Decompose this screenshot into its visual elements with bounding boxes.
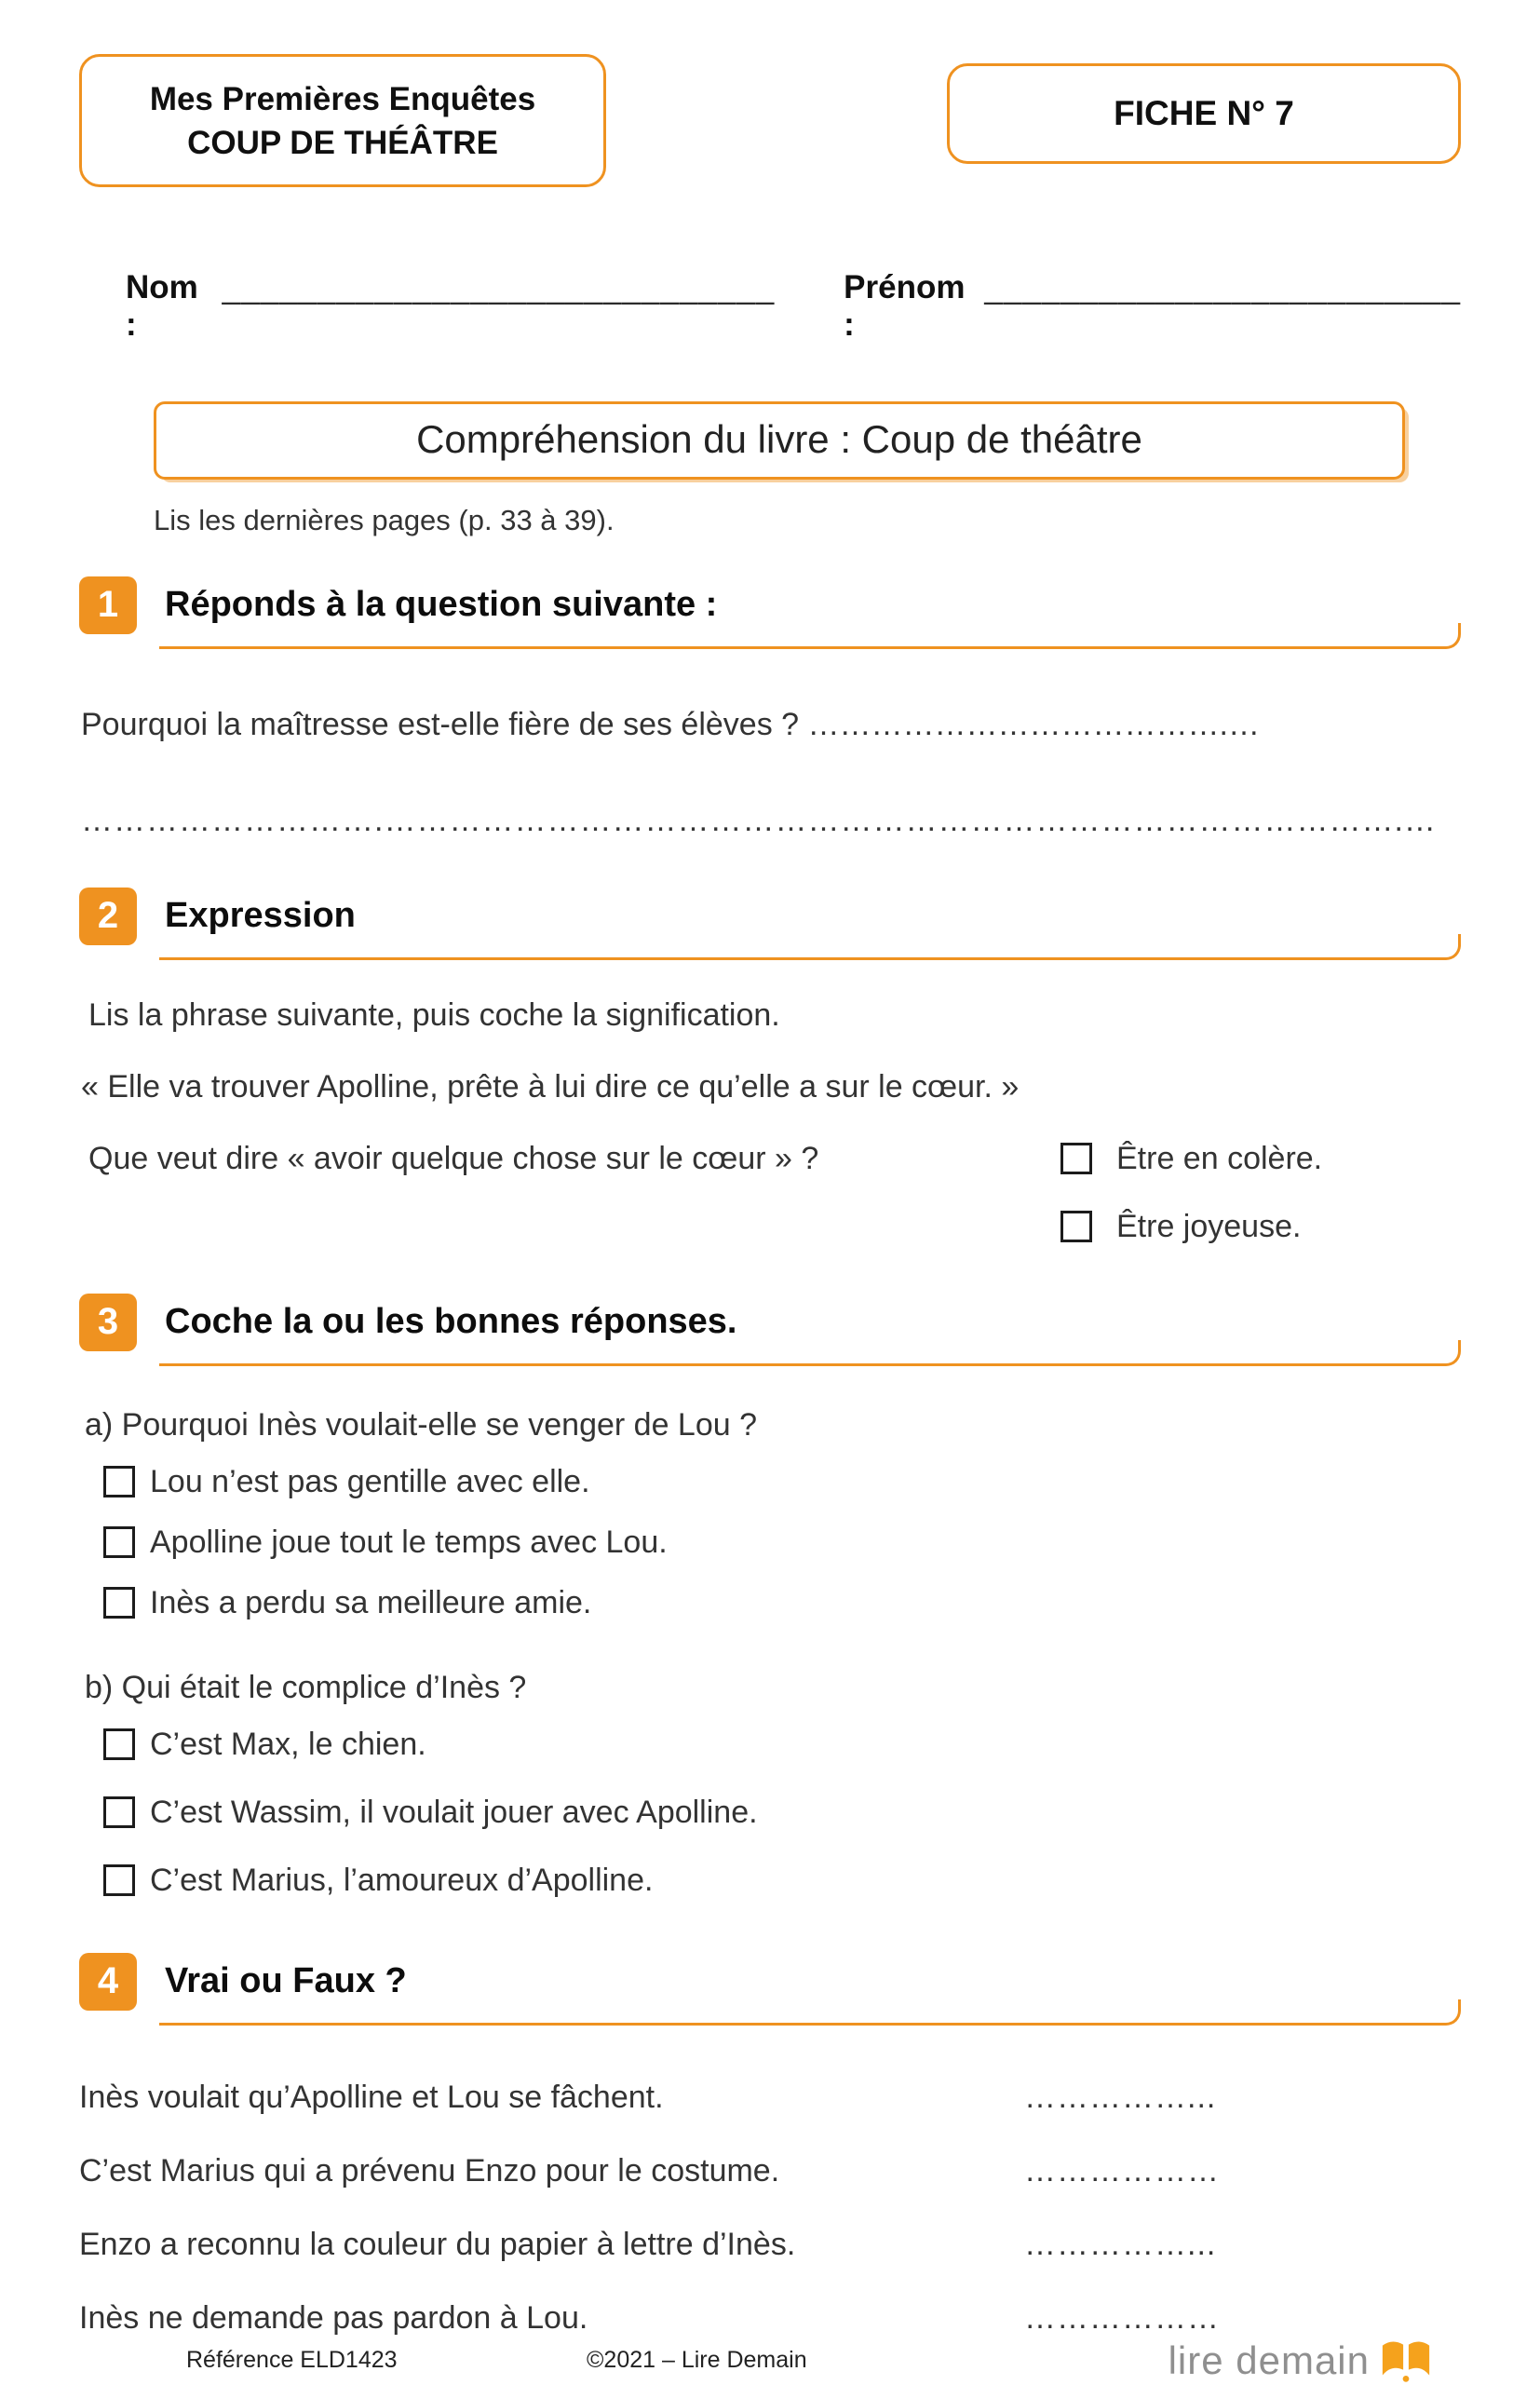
option-label: Apolline joue tout le temps avec Lou.: [150, 1524, 668, 1560]
option-etre-joyeuse[interactable]: [1060, 1209, 1461, 1245]
option-label: Être joyeuse.: [1116, 1208, 1302, 1244]
series-title-box: [79, 54, 606, 187]
vrai-faux-row: [79, 2227, 1461, 2263]
section-4-underline: [159, 1999, 1461, 2026]
option-label: Être en colère.: [1116, 1140, 1323, 1176]
worksheet-title: Compréhension du livre : Coup de théâtre: [416, 416, 1142, 461]
option-label: Lou n’est pas gentille avec elle.: [150, 1463, 590, 1499]
option-3a-2[interactable]: [103, 1525, 1461, 1561]
checkbox-3b-2[interactable]: [103, 1796, 135, 1828]
checkbox-3a-2[interactable]: [103, 1526, 135, 1558]
section-2-number: 2: [97, 895, 119, 936]
option-label: C’est Max, le chien.: [150, 1726, 426, 1762]
question-1-text: Pourquoi la maîtresse est-elle fière de ses élèves ? ………………………………….…: [81, 706, 1260, 742]
section-1-title: Réponds à la question suivante :: [165, 585, 718, 624]
vrai-faux-statement: Inès ne demande pas pardon à Lou.: [79, 2299, 588, 2336]
vrai-faux-statement: Enzo a reconnu la couleur du papier à lettre d’Inès.: [79, 2226, 796, 2262]
checkbox-3b-1[interactable]: [103, 1728, 135, 1760]
section-4-number: 4: [97, 1960, 119, 2001]
page-footer: [79, 2337, 1461, 2385]
section-4-number-badge: [79, 1953, 137, 2011]
option-label: Inès a perdu sa meilleure amie.: [150, 1584, 592, 1620]
header-row: [79, 54, 1461, 187]
checkbox-etre-joyeuse[interactable]: [1060, 1211, 1092, 1242]
question-1-answer-blank[interactable]: ……………………….………………………………………………………………………………….…: [81, 802, 1437, 838]
nom-label: Nom :: [126, 268, 198, 343]
section-2-quote: « Elle va trouver Apolline, prête à lui dire ce qu’elle a sur le cœur. »: [81, 1068, 1020, 1104]
section-1-header: [79, 576, 1461, 649]
section-3-number: 3: [97, 1301, 119, 1342]
name-row: [126, 269, 1461, 344]
question-3a-options: [103, 1464, 1461, 1621]
vrai-faux-row: [79, 2300, 1461, 2337]
intro-instruction: Lis les dernières pages (p. 33 à 39).: [154, 503, 615, 536]
vrai-faux-answer-blank[interactable]: ……………...: [1024, 2226, 1217, 2262]
section-2-number-badge: [79, 888, 137, 945]
option-3b-3[interactable]: [103, 1863, 1461, 1899]
section-3-header: [79, 1294, 1461, 1366]
vrai-faux-list: [79, 2080, 1461, 2337]
checkbox-3a-3[interactable]: [103, 1587, 135, 1619]
question-3b-options: [103, 1727, 1461, 1899]
fiche-number-label: FICHE N° 7: [1114, 94, 1294, 132]
option-etre-en-colere[interactable]: [1060, 1141, 1461, 1177]
worksheet-title-box: [154, 401, 1405, 480]
footer-copyright: ©2021 – Lire Demain: [587, 2347, 807, 2373]
question-3a-label: a) Pourquoi Inès voulait-elle se venger de Lou ?: [85, 1406, 758, 1443]
section-2-header: [79, 888, 1461, 960]
series-title-line1: Mes Premières Enquêtes: [149, 81, 536, 117]
vrai-faux-statement: C’est Marius qui a prévenu Enzo pour le costume.: [79, 2152, 780, 2189]
option-label: C’est Marius, l’amoureux d’Apolline.: [150, 1862, 654, 1898]
option-3b-2[interactable]: [103, 1795, 1461, 1831]
section-2-instruction: Lis la phrase suivante, puis coche la signification.: [88, 996, 780, 1033]
section-1-number: 1: [97, 584, 119, 625]
section-4-header: [79, 1953, 1461, 2026]
checkbox-3a-1[interactable]: [103, 1466, 135, 1497]
option-3a-1[interactable]: [103, 1464, 1461, 1500]
vrai-faux-answer-blank[interactable]: ………………: [1024, 2299, 1220, 2336]
fiche-number-box: [947, 63, 1461, 164]
section-2-underline: [159, 934, 1461, 960]
section-1-number-badge: [79, 576, 137, 634]
footer-reference: Référence ELD1423: [186, 2347, 398, 2373]
checkbox-3b-3[interactable]: [103, 1864, 135, 1896]
checkbox-etre-en-colere[interactable]: [1060, 1143, 1092, 1174]
prenom-blank-line[interactable]: _________________________: [984, 268, 1461, 305]
section-2-options: [1060, 1141, 1461, 1245]
option-3a-3[interactable]: [103, 1585, 1461, 1621]
question-3b-label: b) Qui était le complice d’Inès ?: [85, 1669, 527, 1705]
section-3-number-badge: [79, 1294, 137, 1351]
section-2-question: Que veut dire « avoir quelque chose sur le cœur » ?: [88, 1140, 819, 1176]
option-3b-1[interactable]: [103, 1727, 1461, 1763]
section-3-title: Coche la ou les bonnes réponses.: [165, 1302, 737, 1341]
open-book-icon: [1379, 2337, 1433, 2385]
nom-blank-line[interactable]: _____________________________: [222, 268, 776, 305]
section-1-underline: [159, 623, 1461, 649]
vrai-faux-statement: Inès voulait qu’Apolline et Lou se fâchent.: [79, 2079, 664, 2115]
publisher-logo: [1169, 2337, 1433, 2385]
option-label: C’est Wassim, il voulait jouer avec Apolline.: [150, 1794, 758, 1830]
series-title-line2: COUP DE THÉÂTRE: [187, 125, 498, 162]
section-3-underline: [159, 1340, 1461, 1366]
publisher-logo-text: lire demain: [1168, 2338, 1370, 2382]
section-2-title: Expression: [165, 896, 356, 935]
vrai-faux-row: [79, 2080, 1461, 2116]
prenom-label: Prénom :: [844, 268, 966, 343]
vrai-faux-answer-blank[interactable]: ……………...: [1024, 2079, 1217, 2115]
section-4-title: Vrai ou Faux ?: [165, 1961, 407, 2000]
section-2-question-row: [88, 1141, 1461, 1245]
vrai-faux-row: [79, 2153, 1461, 2189]
vrai-faux-answer-blank[interactable]: ………………: [1024, 2152, 1220, 2189]
